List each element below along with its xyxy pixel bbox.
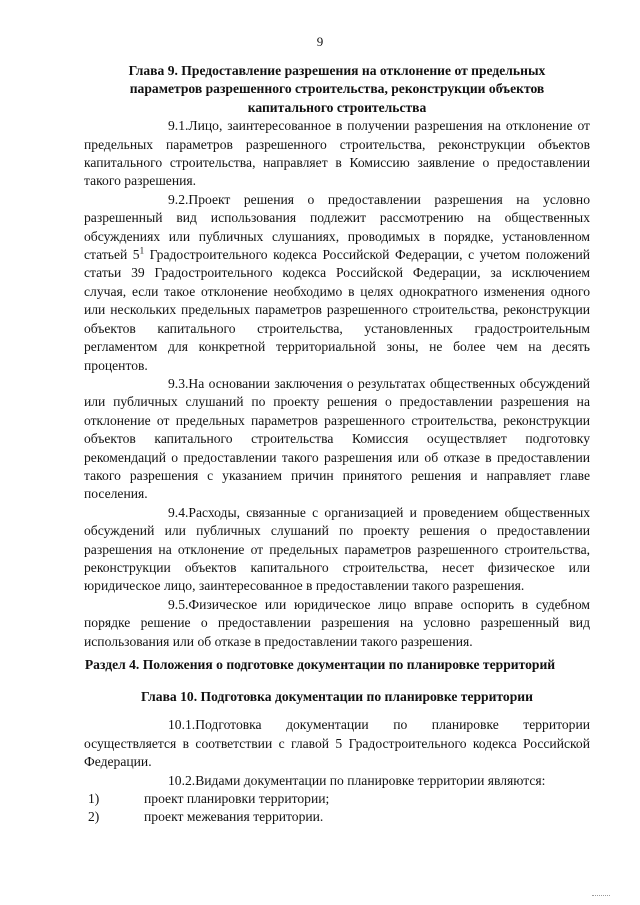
paragraph-10-2 — [84, 772, 590, 790]
superscript: 1 — [139, 245, 145, 256]
paragraph-text: Расходы, связанные с организацией и проведением общественных обсуждений или публичных слушаний по проекту решения о предоставлении разрешения на отклонение от предельных параметров разрешенного строительства, реконструкции объектов капитального строительства, несет физическое или юридическое лицо, заинтересованное в предоставлении такого разрешения. — [84, 504, 590, 594]
section-4-title: Раздел 4. Положения о подготовке документации по планировке территорий — [84, 657, 556, 672]
paragraph-text: Проект решения о предоставлении разрешения на условно разрешенный вид использования подлежит рассмотрению на общественных обсуждениях или публичных слушаниях, проводимых в порядке, установленном статьей 5 — [84, 191, 590, 263]
paragraph-number: 9.2. — [168, 191, 189, 207]
paragraph-9-4 — [84, 504, 590, 596]
list-item-number: 2) — [88, 809, 100, 825]
paragraph-9-1 — [84, 117, 590, 191]
paragraph-text-continued: Градостроительного кодекса Российской Федерации, с учетом положений статьи 39 Градостроительного кодекса Российской Федерации, за исключением случая, если такое отклонение необходимо в целях однократного изменения одного или нескольких предельных параметров разрешенного строительства, реконструкции объектов капитального строительства, установленных градостроительным регламентом для конкретной территориальной зоны, не более чем на десять процентов. — [84, 247, 590, 373]
list-item-text: проект планировки территории; — [144, 791, 330, 807]
paragraph-number: 9.4. — [168, 504, 189, 520]
paragraph-text: Физическое или юридическое лицо вправе оспорить в судебном порядке решение о предоставлении разрешения на условно разрешенный вид использования или об отказе в предоставлении такого разрешения. — [84, 596, 590, 649]
paragraph-9-2 — [84, 191, 590, 375]
paragraph-number: 9.1. — [168, 118, 189, 134]
chapter-9-title: Глава 9. Предоставление разрешения на отклонение от предельных параметров разрешенного строительства, реконструкции объектов капитального строительства — [128, 63, 546, 115]
paragraph-number: 9.3. — [168, 375, 189, 391]
paragraph-text: На основании заключения о результатах общественных обсуждений или публичных слушаний по проекту решения о предоставлении разрешения на отклонение от предельных параметров разрешенного строительства, реконструкции объектов капитального строительства Комиссия осуществляет подготовку рекомендаций о предоставлении такого разрешения или об отказе в предоставлении такого разрешения с указанием причин принятого решения и направляет главе поселения. — [84, 375, 590, 502]
scan-artifact — [592, 895, 610, 899]
list-item — [84, 808, 590, 826]
paragraph-10-1 — [84, 716, 590, 771]
paragraph-9-3 — [84, 375, 590, 504]
paragraph-number: 10.1. — [168, 717, 196, 733]
paragraph-text: Лицо, заинтересованное в получении разрешения на отклонение от предельных параметров разрешенного строительства, реконструкции объектов капитального строительства, направляет в Комиссию заявление о предоставлении такого разрешения. — [84, 118, 590, 189]
paragraph-number: 9.5. — [168, 596, 189, 612]
list-item — [84, 790, 590, 808]
paragraph-number: 10.2. — [168, 772, 196, 788]
list-item-text: проект межевания территории. — [144, 809, 324, 825]
paragraph-text: Подготовка документации по планировке территории осуществляется в соответствии с главой 5 Градостроительного кодекса Российской Федерации. — [84, 717, 590, 770]
paragraph-9-5 — [84, 596, 590, 651]
chapter-9 — [84, 62, 590, 651]
chapter-10-title: Глава 10. Подготовка документации по планировке территории — [141, 689, 533, 704]
list-item-number: 1) — [88, 791, 100, 807]
paragraph-text: Видами документации по планировке территории являются: — [195, 772, 546, 788]
chapter-10 — [84, 688, 590, 827]
page-number: 9 — [316, 34, 324, 49]
